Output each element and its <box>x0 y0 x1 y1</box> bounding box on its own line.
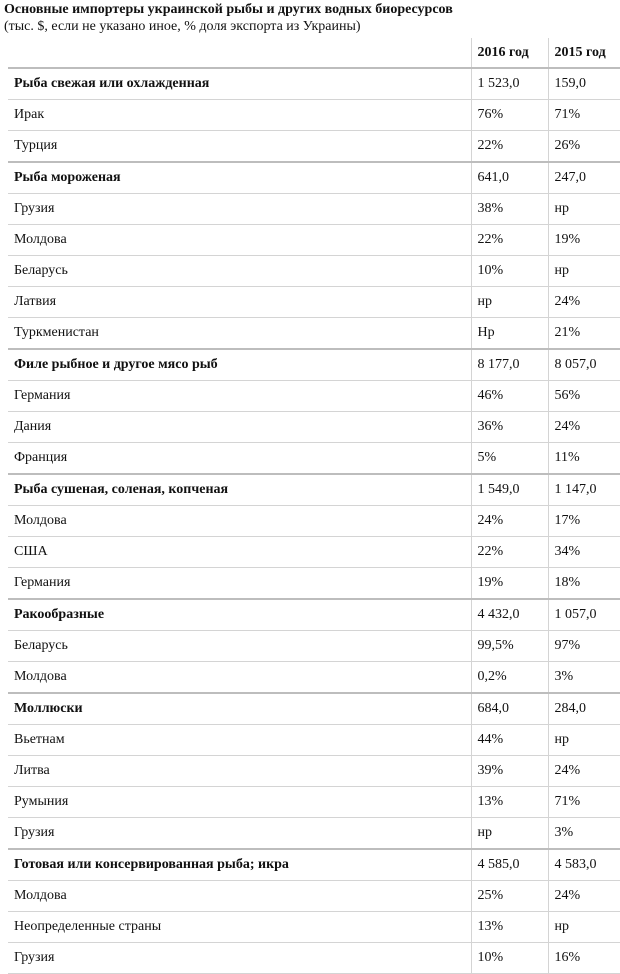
row-label: Литва <box>8 756 471 787</box>
row-label: Латвия <box>8 287 471 318</box>
category-row <box>8 162 620 194</box>
table-row <box>8 131 620 163</box>
row-label: Филе рыбное и другое мясо рыб <box>8 349 471 381</box>
value-2016: нр <box>471 287 548 318</box>
value-2015: 71% <box>548 787 620 818</box>
table-row <box>8 381 620 412</box>
value-2016: 13% <box>471 912 548 943</box>
value-2015: 21% <box>548 318 620 350</box>
value-2015: 71% <box>548 100 620 131</box>
table-row <box>8 631 620 662</box>
table-row <box>8 943 620 974</box>
table-row <box>8 725 620 756</box>
value-2016: 24% <box>471 506 548 537</box>
value-2015: 1 147,0 <box>548 474 620 506</box>
row-label: Рыба сушеная, соленая, копченая <box>8 474 471 506</box>
value-2015: 4 583,0 <box>548 849 620 881</box>
value-2015: 247,0 <box>548 162 620 194</box>
value-2016: Нр <box>471 318 548 350</box>
value-2016: 5% <box>471 443 548 475</box>
value-2015: 24% <box>548 881 620 912</box>
row-label: Грузия <box>8 818 471 850</box>
value-2015: 18% <box>548 568 620 600</box>
value-2015: нр <box>548 194 620 225</box>
value-2015: 24% <box>548 756 620 787</box>
category-row <box>8 693 620 725</box>
value-2016: 76% <box>471 100 548 131</box>
table-row <box>8 225 620 256</box>
value-2015: 24% <box>548 412 620 443</box>
table-row <box>8 443 620 475</box>
value-2016: 25% <box>471 881 548 912</box>
header-row <box>8 38 620 68</box>
table-row <box>8 287 620 318</box>
row-label: Турция <box>8 131 471 163</box>
value-2016: 36% <box>471 412 548 443</box>
row-label: Молдова <box>8 881 471 912</box>
table-subtitle: (тыс. $, если не указано иное, % доля экспорта из Украины) <box>4 19 361 34</box>
value-2015: 56% <box>548 381 620 412</box>
value-2015: 24% <box>548 287 620 318</box>
category-row <box>8 474 620 506</box>
value-2016: 44% <box>471 725 548 756</box>
value-2015: нр <box>548 256 620 287</box>
row-label: Беларусь <box>8 256 471 287</box>
table-row <box>8 100 620 131</box>
table-row <box>8 412 620 443</box>
category-row <box>8 849 620 881</box>
row-label: Молдова <box>8 662 471 694</box>
row-label: Вьетнам <box>8 725 471 756</box>
table-row <box>8 506 620 537</box>
row-label: Германия <box>8 568 471 600</box>
value-2015: 11% <box>548 443 620 475</box>
value-2015: 3% <box>548 818 620 850</box>
row-label: США <box>8 537 471 568</box>
row-label: Молдова <box>8 225 471 256</box>
value-2015: нр <box>548 725 620 756</box>
table-row <box>8 881 620 912</box>
importers-table <box>8 38 620 974</box>
value-2015: 34% <box>548 537 620 568</box>
value-2016: 10% <box>471 256 548 287</box>
header-country <box>8 38 471 68</box>
value-2016: 684,0 <box>471 693 548 725</box>
row-label: Германия <box>8 381 471 412</box>
value-2016: 22% <box>471 225 548 256</box>
table-title: Основные импортеры украинской рыбы и других водных биоресурсов <box>4 2 453 17</box>
row-label: Дания <box>8 412 471 443</box>
category-row <box>8 349 620 381</box>
value-2015: 16% <box>548 943 620 974</box>
table-row <box>8 818 620 850</box>
row-label: Грузия <box>8 943 471 974</box>
row-label: Рыба свежая или охлажденная <box>8 68 471 100</box>
row-label: Молдова <box>8 506 471 537</box>
value-2016: 0,2% <box>471 662 548 694</box>
value-2015: 26% <box>548 131 620 163</box>
header-2015: 2015 год <box>548 38 620 68</box>
row-label: Ирак <box>8 100 471 131</box>
row-label: Рыба мороженая <box>8 162 471 194</box>
table-row <box>8 194 620 225</box>
row-label: Моллюски <box>8 693 471 725</box>
value-2016: 19% <box>471 568 548 600</box>
value-2016: 13% <box>471 787 548 818</box>
row-label: Готовая или консервированная рыба; икра <box>8 849 471 881</box>
value-2016: 39% <box>471 756 548 787</box>
header-2016: 2016 год <box>471 38 548 68</box>
table-row <box>8 318 620 350</box>
value-2015: 284,0 <box>548 693 620 725</box>
value-2016: 99,5% <box>471 631 548 662</box>
value-2015: 1 057,0 <box>548 599 620 631</box>
value-2015: нр <box>548 912 620 943</box>
category-row <box>8 599 620 631</box>
value-2016: 4 585,0 <box>471 849 548 881</box>
value-2015: 19% <box>548 225 620 256</box>
table-row <box>8 756 620 787</box>
table-row <box>8 537 620 568</box>
value-2016: 1 523,0 <box>471 68 548 100</box>
row-label: Туркменистан <box>8 318 471 350</box>
table-body <box>8 68 620 974</box>
value-2015: 159,0 <box>548 68 620 100</box>
row-label: Неопределенные страны <box>8 912 471 943</box>
value-2016: 4 432,0 <box>471 599 548 631</box>
value-2016: 46% <box>471 381 548 412</box>
value-2016: 38% <box>471 194 548 225</box>
row-label: Грузия <box>8 194 471 225</box>
row-label: Румыния <box>8 787 471 818</box>
value-2016: 10% <box>471 943 548 974</box>
value-2015: 3% <box>548 662 620 694</box>
value-2016: 22% <box>471 131 548 163</box>
table-row <box>8 568 620 600</box>
table-row <box>8 787 620 818</box>
value-2015: 97% <box>548 631 620 662</box>
value-2016: 22% <box>471 537 548 568</box>
row-label: Беларусь <box>8 631 471 662</box>
value-2015: 8 057,0 <box>548 349 620 381</box>
table-row <box>8 912 620 943</box>
category-row <box>8 68 620 100</box>
table-row <box>8 256 620 287</box>
row-label: Ракообразные <box>8 599 471 631</box>
row-label: Франция <box>8 443 471 475</box>
value-2016: 1 549,0 <box>471 474 548 506</box>
value-2015: 17% <box>548 506 620 537</box>
table-row <box>8 662 620 694</box>
value-2016: нр <box>471 818 548 850</box>
value-2016: 641,0 <box>471 162 548 194</box>
value-2016: 8 177,0 <box>471 349 548 381</box>
